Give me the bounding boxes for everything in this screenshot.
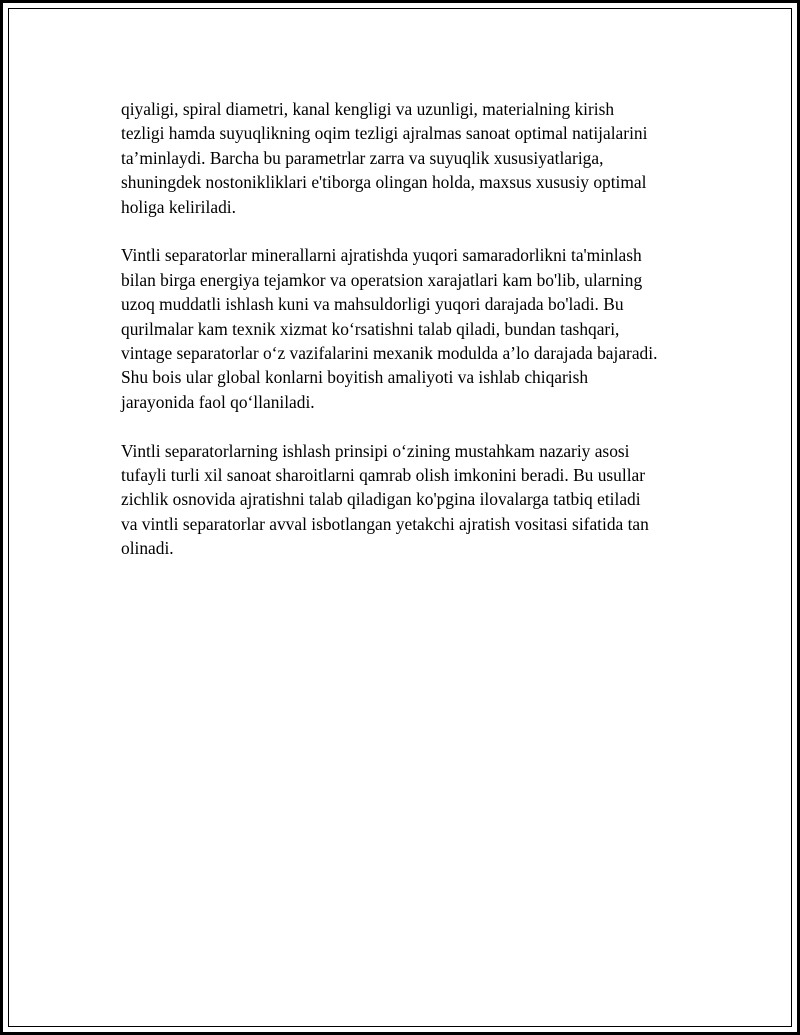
paragraph-2: Vintli separatorlar minerallarni ajratishda yuqori samaradorlikni ta'minlash bilan birga energiya tejamkor va operatsion xarajatlari kam bo'lib, ularning uzoq muddatli ishlash kuni va mahsuldorligi yuqori darajada bo'ladi. Bu qurilmalar kam texnik xizmat koʻrsatishni talab qiladi, bundan tashqari, vintage separatorlar oʻz vazifalarini mexanik modulda a’lo darajada bajaradi. Shu bois ular global konlarni boyitish amaliyoti va ishlab chiqarish jarayonida faol qoʻllaniladi. bbox=[121, 245, 658, 412]
document-body bbox=[121, 97, 701, 585]
paragraph-3: Vintli separatorlarning ishlash prinsipi oʻzining mustahkam nazariy asosi tufayli turli xil sanoat sharoitlarni qamrab olish imkonini beradi. Bu usullar zichlik osnovida ajratishni talab qiladigan ko'pgina ilovalarga tatbiq etiladi va vintli separatorlar avval isbotlangan yetakchi ajratish vositasi sifatida tan olinadi. bbox=[121, 440, 649, 559]
paragraph-1: qiyaligi, spiral diametri, kanal kengligi va uzunligi, materialning kirish tezligi hamda suyuqlikning oqim tezligi ajralmas sanoat optimal natijalarini ta’minlaydi. Barcha bu parametrlar zarra va suyuqlik xususiyatlariga, shuningdek nostonikliklari e'tiborga olingan holda, maxsus xususiy optimal holiga keliriladi. bbox=[121, 99, 648, 217]
